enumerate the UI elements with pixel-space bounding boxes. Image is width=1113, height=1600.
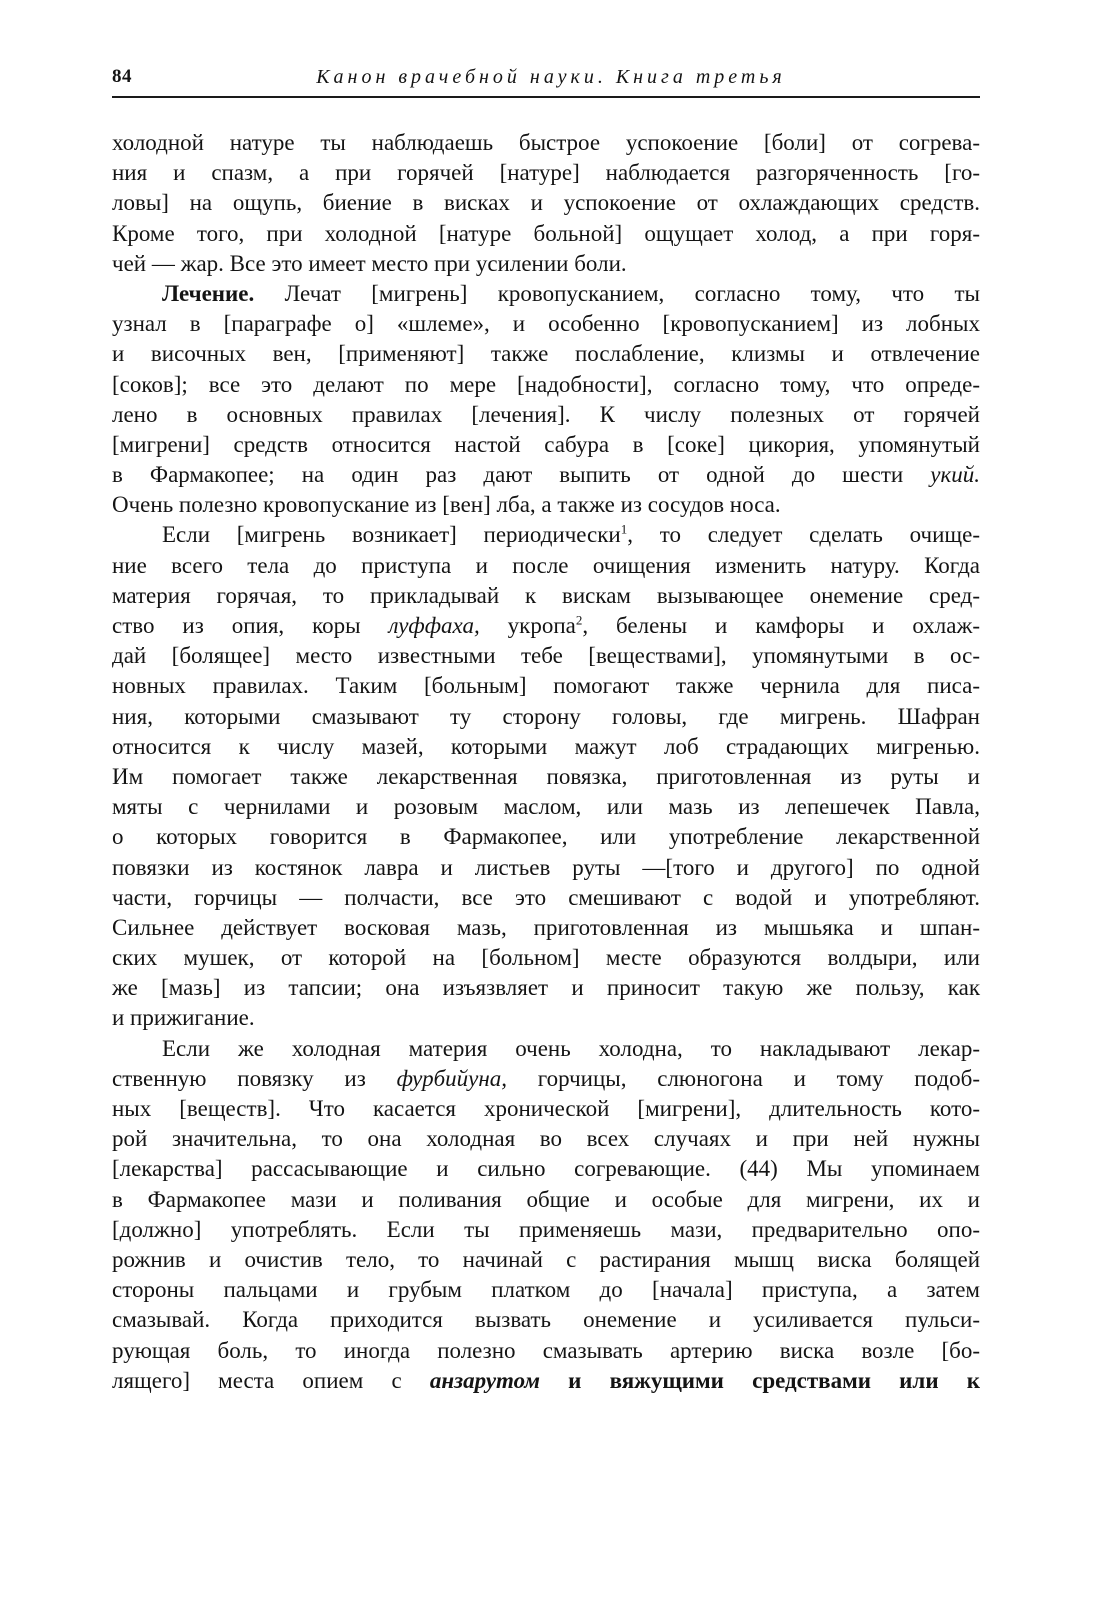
text-run: ловы] на ощупь, биение в висках и успокоение от охлаждающих средств. xyxy=(112,190,980,216)
paragraph xyxy=(112,520,980,1033)
text-run: части, горчицы — полчасти, все это смешивают с водой и употребляют. xyxy=(112,884,980,910)
text-run: относится к числу мазей, которыми мажут лоб страдающих мигренью. xyxy=(112,733,980,759)
text-run: смазывай. Когда приходится вызвать онемение и усиливается пульси- xyxy=(112,1307,980,1333)
text-run: и вяжущими средствами или к xyxy=(540,1367,981,1393)
text-line xyxy=(112,1336,980,1366)
text-line xyxy=(112,309,980,339)
text-line xyxy=(112,1185,980,1215)
text-line xyxy=(112,883,980,913)
page-number: 84 xyxy=(112,66,132,87)
text-line xyxy=(112,219,980,249)
text-run: дай [болящее] место известными тебе [веществами], упомянутыми в ос- xyxy=(112,643,980,669)
text-run: Лечат [мигрень] кровопусканием, согласно тому, что ты xyxy=(254,280,980,306)
text-run: лено в основных правилах [лечения]. К числу полезных от горячей xyxy=(112,401,980,427)
text-run: материя горячая, то прикладывай к вискам вызывающее онемение сред- xyxy=(112,582,980,608)
text-line xyxy=(112,460,980,490)
text-run: [лекарства] рассасывающие и сильно согревающие. (44) Мы упоминаем xyxy=(112,1156,980,1182)
text-run: Кроме того, при холодной [натуре больной] ощущает холод, а при горя- xyxy=(112,220,980,246)
text-line xyxy=(112,158,980,188)
text-line xyxy=(112,1154,980,1184)
text-line xyxy=(112,1215,980,1245)
text-run: новных правилах. Таким [больным] помогают также чернила для писа- xyxy=(112,673,980,699)
text-run: мяты с чернилами и розовым маслом, или мазь из лепешечек Павла, xyxy=(112,794,980,820)
text-line xyxy=(112,1064,980,1094)
text-run: анзарутом xyxy=(429,1367,540,1393)
text-run: и прижигание. xyxy=(112,1005,255,1031)
text-line xyxy=(112,1275,980,1305)
text-line xyxy=(112,1245,980,1275)
text-run: чей — жар. Все это имеет место при усилении боли. xyxy=(112,250,627,276)
text-run: и височных вен, [применяют] также послабление, клизмы и отвлечение xyxy=(112,341,980,367)
text-run: Им помогает также лекарственная повязка, приготовленная из руты и xyxy=(112,763,980,789)
header-divider xyxy=(112,96,980,98)
text-line xyxy=(112,400,980,430)
text-run: о которых говорится в Фармакопее, или употребление лекарственной xyxy=(112,824,980,850)
text-line xyxy=(112,279,980,309)
text-run: , то следует сделать очище- xyxy=(627,522,980,548)
text-run: ство из опия, коры xyxy=(112,613,389,638)
text-line xyxy=(112,732,980,762)
text-line xyxy=(112,792,980,822)
text-line xyxy=(112,913,980,943)
text-run: ния, которыми смазывают ту сторону головы, где мигрень. Шафран xyxy=(112,703,980,729)
text-run: луффаха, xyxy=(388,613,480,638)
text-run: Если же холодная материя очень холодна, то накладывают лекар- xyxy=(162,1035,980,1061)
running-title: Канон врачебной науки. Книга третья xyxy=(316,66,786,88)
text-line xyxy=(112,671,980,701)
text-run: стороны пальцами и грубым платком до [начала] приступа, а затем xyxy=(112,1277,980,1303)
text-run: ние всего тела до приступа и после очищения изменить натуру. Когда xyxy=(112,552,980,578)
footnote-marker: 1 xyxy=(620,521,628,537)
page-header xyxy=(112,66,980,96)
text-line xyxy=(112,702,980,732)
text-run: в Фармакопее; на один раз дают выпить от одной до шести xyxy=(112,462,931,488)
section-heading: Лечение. xyxy=(162,280,255,306)
text-line xyxy=(112,128,980,158)
text-line xyxy=(112,1366,980,1396)
text-run: холодной натуре ты наблюдаешь быстрое успокоение [боли] от согрева- xyxy=(112,130,980,155)
text-run: рующая боль, то иногда полезно смазывать артерию виска возле [бо- xyxy=(112,1337,980,1363)
text-line xyxy=(112,581,980,611)
text-line xyxy=(112,249,980,279)
text-run: [должно] употреблять. Если ты применяешь мази, предварительно опо- xyxy=(112,1216,980,1242)
text-line xyxy=(112,430,980,460)
text-line xyxy=(112,641,980,671)
text-run: рой значительна, то она холодная во всех случаях и при ней нужны xyxy=(112,1126,980,1152)
text-line xyxy=(112,370,980,400)
text-run: рожнив и очистив тело, то начинай с растирания мышц виска болящей xyxy=(112,1246,980,1272)
text-line xyxy=(112,1034,980,1064)
text-line xyxy=(112,822,980,852)
text-line xyxy=(112,188,980,218)
text-line xyxy=(112,973,980,1003)
text-run: [мигрени] средств относится настой сабура в [соке] цикория, упомянутый xyxy=(112,431,980,457)
text-run: укропа xyxy=(479,613,576,638)
text-line xyxy=(112,611,980,641)
text-run: ных [веществ]. Что касается хронической [мигрени], длительность кото- xyxy=(112,1096,980,1121)
text-line xyxy=(112,490,980,520)
body-text xyxy=(112,128,980,1396)
text-run: лящего] места опием с xyxy=(112,1367,430,1393)
text-run: Если [мигрень возникает] периодически xyxy=(162,522,621,548)
text-run: Сильнее действует восковая мазь, приготовленная из мышьяка и шпан- xyxy=(112,914,980,940)
text-run: в Фармакопее мази и поливания общие и особые для мигрени, их и xyxy=(112,1186,980,1212)
text-line xyxy=(112,1305,980,1335)
paragraph xyxy=(112,1034,980,1396)
text-run: ния и спазм, а при горячей [натуре] наблюдается разгоряченность [го- xyxy=(112,160,980,186)
text-run: [соков]; все это делают по мере [надобности], согласно тому, что опреде- xyxy=(112,371,980,397)
text-run: ских мушек, от которой на [больном] месте образуются волдыри, или xyxy=(112,945,980,971)
footnote-marker: 2 xyxy=(575,612,583,628)
text-line xyxy=(112,339,980,369)
text-line xyxy=(112,1003,980,1033)
text-line xyxy=(112,943,980,973)
text-run: фурбийуна, xyxy=(396,1065,508,1091)
text-run: укий. xyxy=(930,462,980,488)
text-run: же [мазь] из тапсии; она изъязвляет и приносит такую же пользу, как xyxy=(112,975,980,1001)
text-run: ственную повязку из xyxy=(112,1065,397,1091)
text-line xyxy=(112,762,980,792)
text-line xyxy=(112,1094,980,1124)
paragraph xyxy=(112,279,980,521)
text-run: Очень полезно кровопускание из [вен] лба, а также из сосудов носа. xyxy=(112,492,781,518)
text-line xyxy=(112,853,980,883)
text-line xyxy=(112,520,980,550)
paragraph xyxy=(112,128,980,279)
text-line xyxy=(112,551,980,581)
text-run: горчицы, слюногона и тому подоб- xyxy=(507,1065,980,1091)
text-run: , белены и камфоры и охлаж- xyxy=(582,613,981,638)
text-line xyxy=(112,1124,980,1154)
text-run: повязки из костянок лавра и листьев руты —[того и другого] по одной xyxy=(112,854,980,880)
text-run: узнал в [параграфе о] «шлеме», и особенно [кровопусканием] из лобных xyxy=(112,311,980,337)
